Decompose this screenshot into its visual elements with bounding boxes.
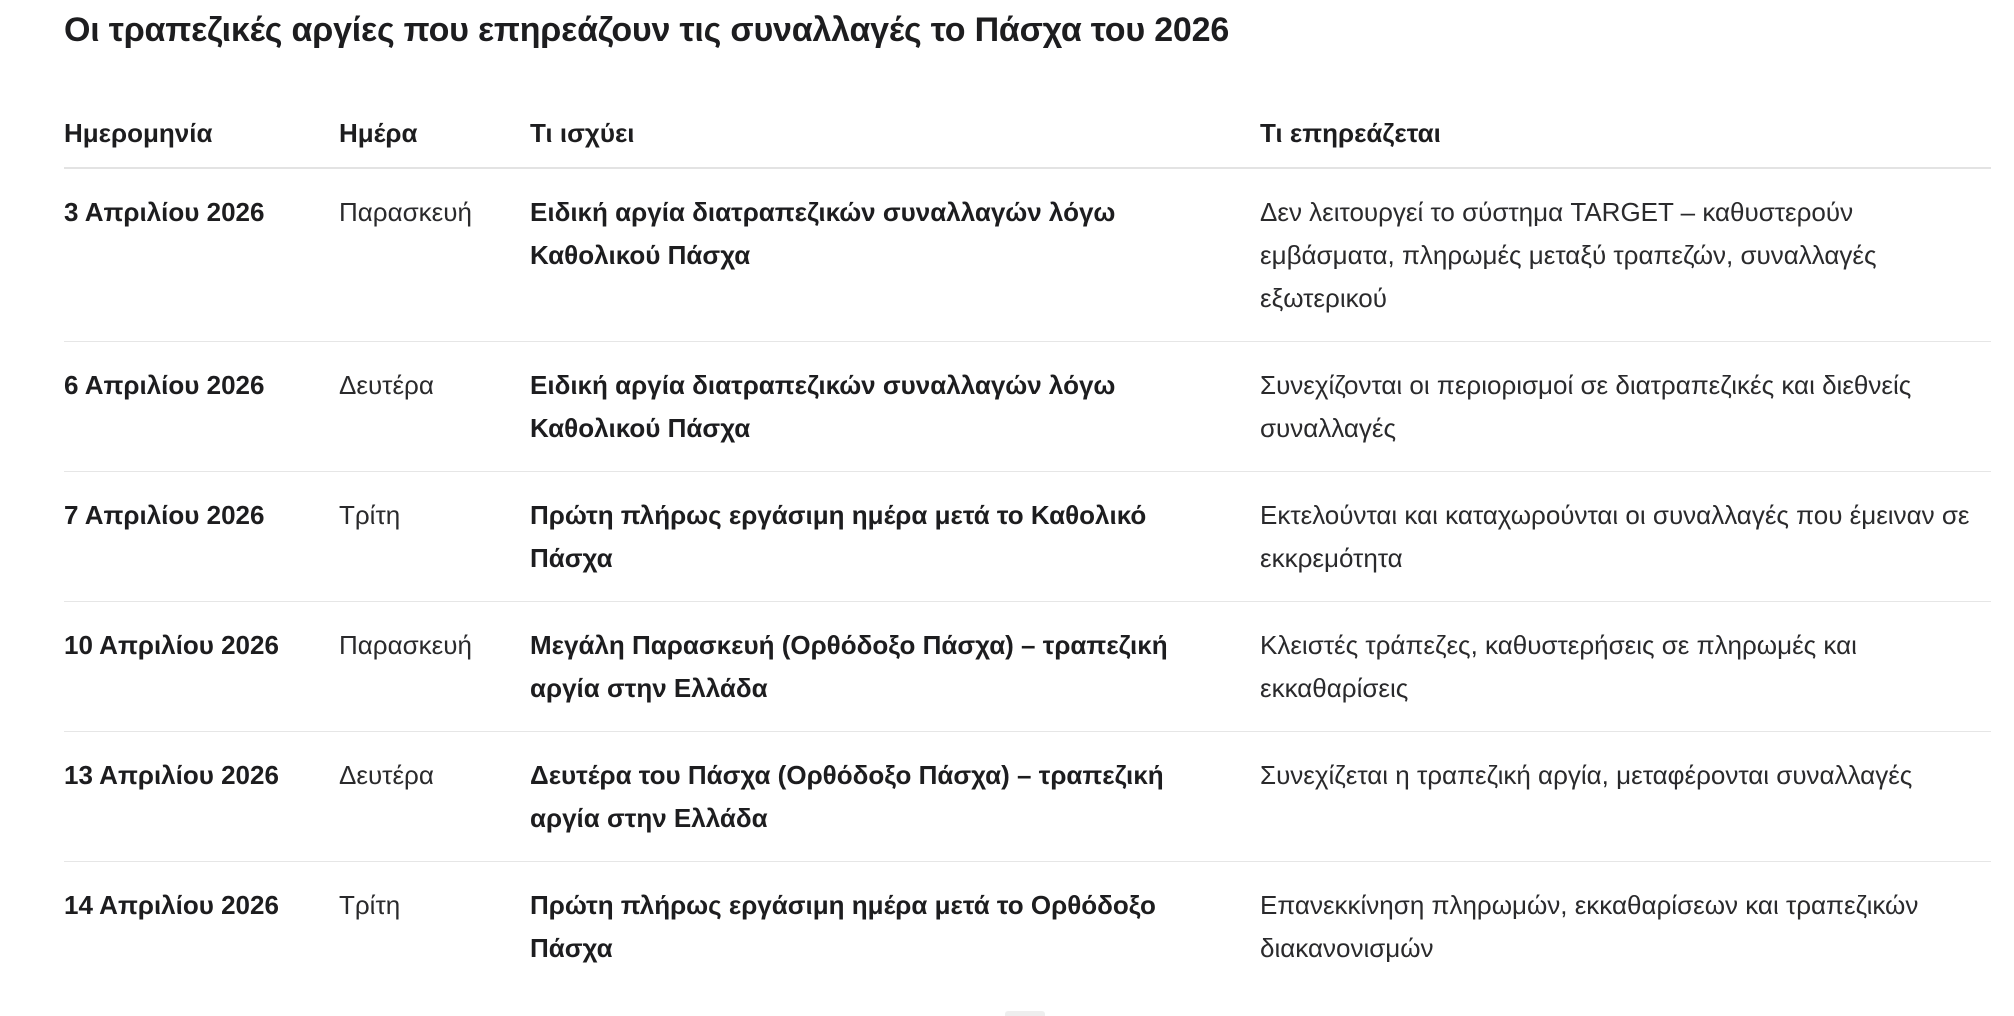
cell-valid: Μεγάλη Παρασκευή (Ορθόδοξο Πάσχα) – τραπεζική αργία στην Ελλάδα — [530, 602, 1260, 732]
cell-day: Δευτέρα — [339, 732, 530, 862]
header-effect: Τι επηρεάζεται — [1260, 112, 1991, 168]
table-row — [64, 342, 1991, 472]
cell-valid: Ειδική αργία διατραπεζικών συναλλαγών λόγω Καθολικού Πάσχα — [530, 342, 1260, 472]
article-content — [64, 0, 1991, 991]
table-row — [64, 472, 1991, 602]
cell-effect: Κλειστές τράπεζες, καθυστερήσεις σε πληρωμές και εκκαθαρίσεις — [1260, 602, 1991, 732]
header-valid: Τι ισχύει — [530, 112, 1260, 168]
table-row — [64, 732, 1991, 862]
cell-day: Παρασκευή — [339, 168, 530, 342]
cell-date: 3 Απριλίου 2026 — [64, 168, 339, 342]
cell-valid: Πρώτη πλήρως εργάσιμη ημέρα μετά το Ορθόδοξο Πάσχα — [530, 890, 1156, 963]
cell-date: 7 Απριλίου 2026 — [64, 472, 339, 602]
holidays-table — [64, 112, 1991, 991]
cell-valid: Ειδική αργία διατραπεζικών συναλλαγών λόγω Καθολικού Πάσχα — [530, 168, 1260, 342]
table-header — [64, 112, 1991, 168]
cell-effect: Εκτελούνται και καταχωρούνται οι συναλλαγές που έμειναν σε εκκρεμότητα — [1260, 472, 1991, 602]
cell-day: Δευτέρα — [339, 342, 530, 472]
cell-date: 6 Απριλίου 2026 — [64, 342, 339, 472]
table-title: Οι τραπεζικές αργίες που επηρεάζουν τις συναλλαγές το Πάσχα του 2026 — [64, 11, 1230, 49]
cell-date: 14 Απριλίου 2026 — [64, 890, 279, 920]
header-row — [64, 112, 1991, 168]
cell-effect: Συνεχίζονται οι περιορισμοί σε διατραπεζικές και διεθνείς συναλλαγές — [1260, 342, 1991, 472]
scroll-indicator — [1005, 1011, 1045, 1016]
table-row — [64, 862, 1991, 992]
header-date: Ημερομηνία — [64, 112, 339, 168]
cell-day: Τρίτη — [339, 890, 401, 920]
cell-day: Παρασκευή — [339, 602, 530, 732]
cell-valid: Δευτέρα του Πάσχα (Ορθόδοξο Πάσχα) – τραπεζική αργία στην Ελλάδα — [530, 732, 1260, 862]
cell-valid: Πρώτη πλήρως εργάσιμη ημέρα μετά το Καθολικό Πάσχα — [530, 472, 1260, 602]
cell-date: 13 Απριλίου 2026 — [64, 732, 339, 862]
cell-effect: Δεν λειτουργεί το σύστημα TARGET – καθυστερούν εμβάσματα, πληρωμές μεταξύ τραπεζών, συναλλαγές εξωτερικού — [1260, 168, 1991, 342]
cell-effect: Επανεκκίνηση πληρωμών, εκκαθαρίσεων και τραπεζικών διακανονισμών — [1260, 890, 1919, 963]
header-day: Ημέρα — [339, 112, 530, 168]
cell-day: Τρίτη — [339, 472, 530, 602]
table-row — [64, 168, 1991, 342]
cell-date: 10 Απριλίου 2026 — [64, 602, 339, 732]
table-body — [64, 168, 1991, 991]
cell-effect: Συνεχίζεται η τραπεζική αργία, μεταφέρονται συναλλαγές — [1260, 732, 1991, 862]
table-row — [64, 602, 1991, 732]
